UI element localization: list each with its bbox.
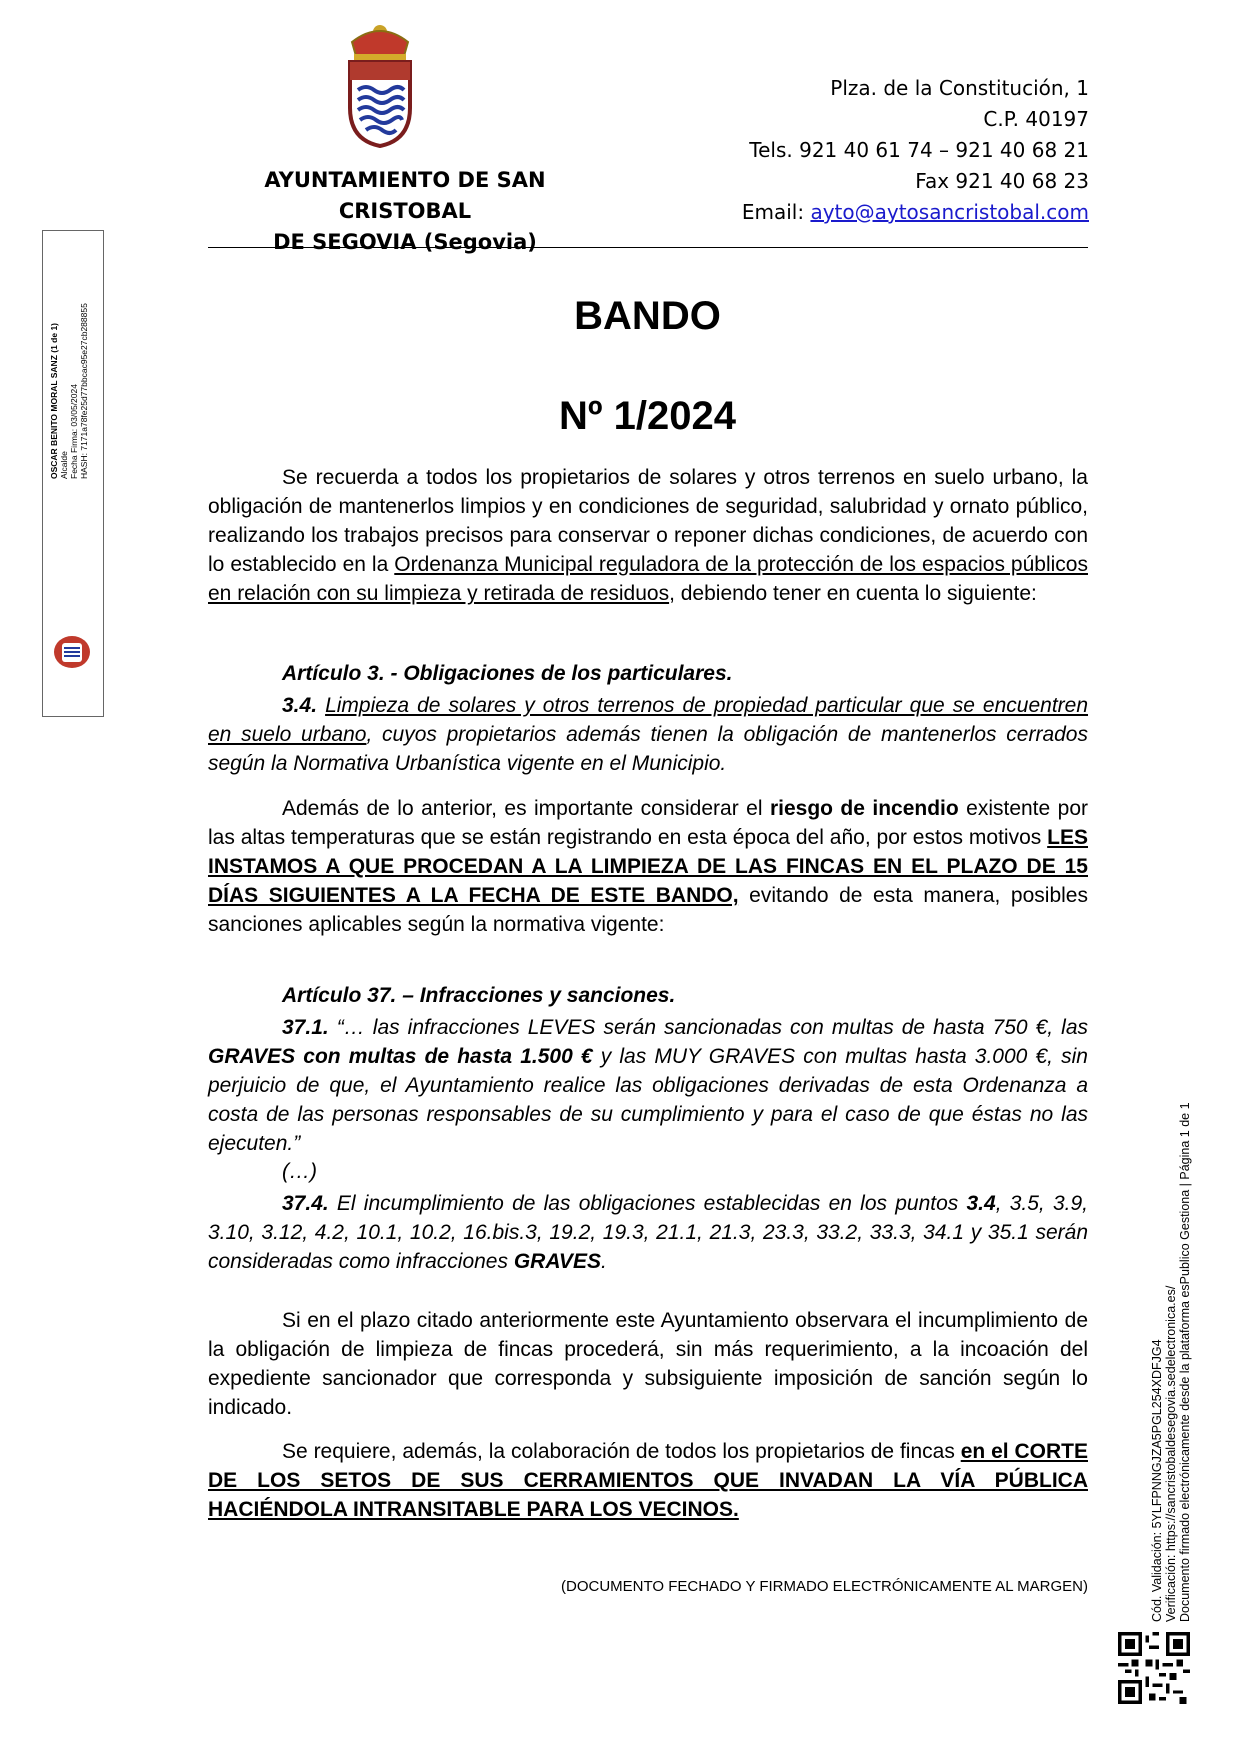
article-37-1-bold: GRAVES con multas de hasta 1.500 € (208, 1045, 593, 1068)
article-37-4-number: 37.4. (282, 1192, 329, 1215)
article-37-1-text: “… las infracciones LEVES serán sancionadas con multas de hasta 750 €, las (328, 1016, 1088, 1039)
signature-box (42, 230, 104, 717)
intro-paragraph (208, 463, 1088, 608)
seal-icon (53, 634, 91, 670)
fire-risk-text: Además de lo anterior, es importante considerar el (282, 797, 770, 820)
document-number: Nº 1/2024 (559, 394, 736, 438)
phones: Tels. 921 40 61 74 – 921 40 68 21 (749, 138, 1089, 162)
article-3-4-underlined: Limpieza de solares y otros terrenos de propiedad particular que se encuentren en suelo urbano (208, 694, 1089, 746)
article-37-1-text-2: y las MUY GRAVES con multas hasta 3.000 €, sin perjuicio de que, el Ayuntamiento realice las obligaciones derivadas de esta Ordenanza a costa de las personas responsables de su cumplimiento y para el caso de que éstas no las ejecuten.” (208, 1045, 1088, 1155)
qr-code-icon (1118, 1632, 1190, 1704)
cleaning-instruction: LES INSTAMOS A QUE PROCEDAN A LA LIMPIEZA DE LAS FINCAS EN EL PLAZO DE 15 DÍAS SIGUIENTES A LA FECHA DE ESTE BANDO, (208, 826, 1088, 907)
article-37-1 (208, 1013, 1088, 1158)
article-3-4-number: 3.4. (282, 694, 318, 717)
coat-of-arms-logo (330, 20, 430, 150)
org-line2: DE SEGOVIA (Segovia) (273, 230, 537, 254)
validation-text (1150, 1102, 1192, 1622)
email-link[interactable]: ayto@aytosancristobal.com (810, 200, 1089, 224)
signer-role: Alcalde (59, 451, 69, 479)
article-37-4-end: . (600, 1250, 607, 1273)
address: Plza. de la Constitución, 1 (830, 76, 1089, 100)
signer-name: OSCAR BENITO MORAL SANZ (1 de 1) (49, 322, 59, 479)
fire-risk-text-3: evitando de esta manera, posibles sanciones aplicables según la normativa vigente: (208, 884, 1088, 936)
article-37-4-text: El incumplimiento de las obligaciones establecidas en los puntos (328, 1192, 967, 1215)
hedges-paragraph (208, 1437, 1088, 1524)
contact-block (669, 73, 1089, 228)
ordinance-reference: Ordenanza Municipal reguladora de la protección de los espacios públicos en relación con su limpieza y retirada de residuos (208, 553, 1088, 605)
document-title: BANDO (574, 294, 721, 338)
article-3-4-text: , cuyos propietarios además tienen la obligación de mantenerlos cerrados según la Normativa Urbanística vigente en el Municipio. (208, 723, 1088, 775)
organization-name (200, 165, 610, 258)
email-label: Email: (741, 200, 811, 224)
intro-text: Se recuerda a todos los propietarios de solares y otros terrenos en suelo urbano, la obligación de mantenerlos limpios y en condiciones de seguridad, salubridad y ornato público, realizando los trabajos precisos para conservar o reponer dichas condiciones, de acuerdo con lo establecido en la (208, 466, 1088, 576)
platform-note: Documento firmado electrónicamente desde la plataforma esPublico Gestiona | Página 1 de 1 (1178, 1102, 1192, 1622)
fax: Fax 921 40 68 23 (915, 169, 1089, 193)
article-37-1-number: 37.1. (282, 1016, 329, 1039)
email-line (669, 197, 1089, 228)
signature-date: Fecha Firma: 03/05/2024 (69, 384, 79, 479)
hedges-text: Se requiere, además, la colaboración de todos los propietarios de fincas (282, 1440, 961, 1463)
signature-hash: HASH: 7171a78fe25d77bbcac95e27cb288855 (79, 303, 89, 479)
article-37-4 (208, 1189, 1088, 1276)
intro-text-end: , debiendo tener en cuenta lo siguiente: (669, 582, 1037, 605)
postal-code: C.P. 40197 (983, 107, 1089, 131)
article-37-heading: Artículo 37. – Infracciones y sanciones. (282, 984, 676, 1007)
verification-url: Verificación: https://sancristobaldesegovia.sedelectronica.es/ (1164, 1285, 1178, 1622)
sanction-paragraph: Si en el plazo citado anteriormente este Ayuntamiento observara el incumplimiento de la obligación de limpieza de fincas procederá, sin más requerimiento, a la incoación del expediente sancionador que corresponda y subsiguiente imposición de sanción según lo indicado. (208, 1309, 1088, 1419)
article-37-4-text-2: , 3.5, 3.9, 3.10, 3.12, 4.2, 10.1, 10.2, 16.bis.3, 19.2, 19.3, 21.1, 21.3, 23.3, 33.2, 33.3, 34.1 y 35.1 serán consideradas como infracciones (208, 1192, 1088, 1273)
signature-text (49, 303, 89, 479)
fire-risk-paragraph (208, 794, 1088, 939)
hedges-instruction: en el CORTE DE LOS SETOS DE SUS CERRAMIENTOS QUE INVADAN LA VÍA PÚBLICA HACIÉNDOLA INTRANSITABLE PARA LOS VECINOS. (208, 1440, 1088, 1521)
article-37-4-graves: GRAVES (513, 1250, 601, 1273)
electronic-signature-note: (DOCUMENTO FECHADO Y FIRMADO ELECTRÓNICAMENTE AL MARGEN) (561, 1578, 1088, 1595)
article-37-4-bold: 3.4 (966, 1192, 996, 1215)
header-divider (208, 247, 1088, 248)
article-3-4 (208, 691, 1088, 778)
article-3-heading: Artículo 3. - Obligaciones de los particulares. (282, 662, 733, 685)
org-line1: AYUNTAMIENTO DE SAN CRISTOBAL (264, 168, 546, 223)
fire-risk-bold: riesgo de incendio (769, 797, 959, 820)
ellipsis: (…) (282, 1160, 317, 1183)
validation-code: Cód. Validación: 5YLFPNNGJZA5PGL254XDFJG4 (1150, 1339, 1164, 1622)
fire-risk-text-2: existente por las altas temperaturas que se están registrando en esta época del año, por estos motivos (208, 797, 1088, 849)
